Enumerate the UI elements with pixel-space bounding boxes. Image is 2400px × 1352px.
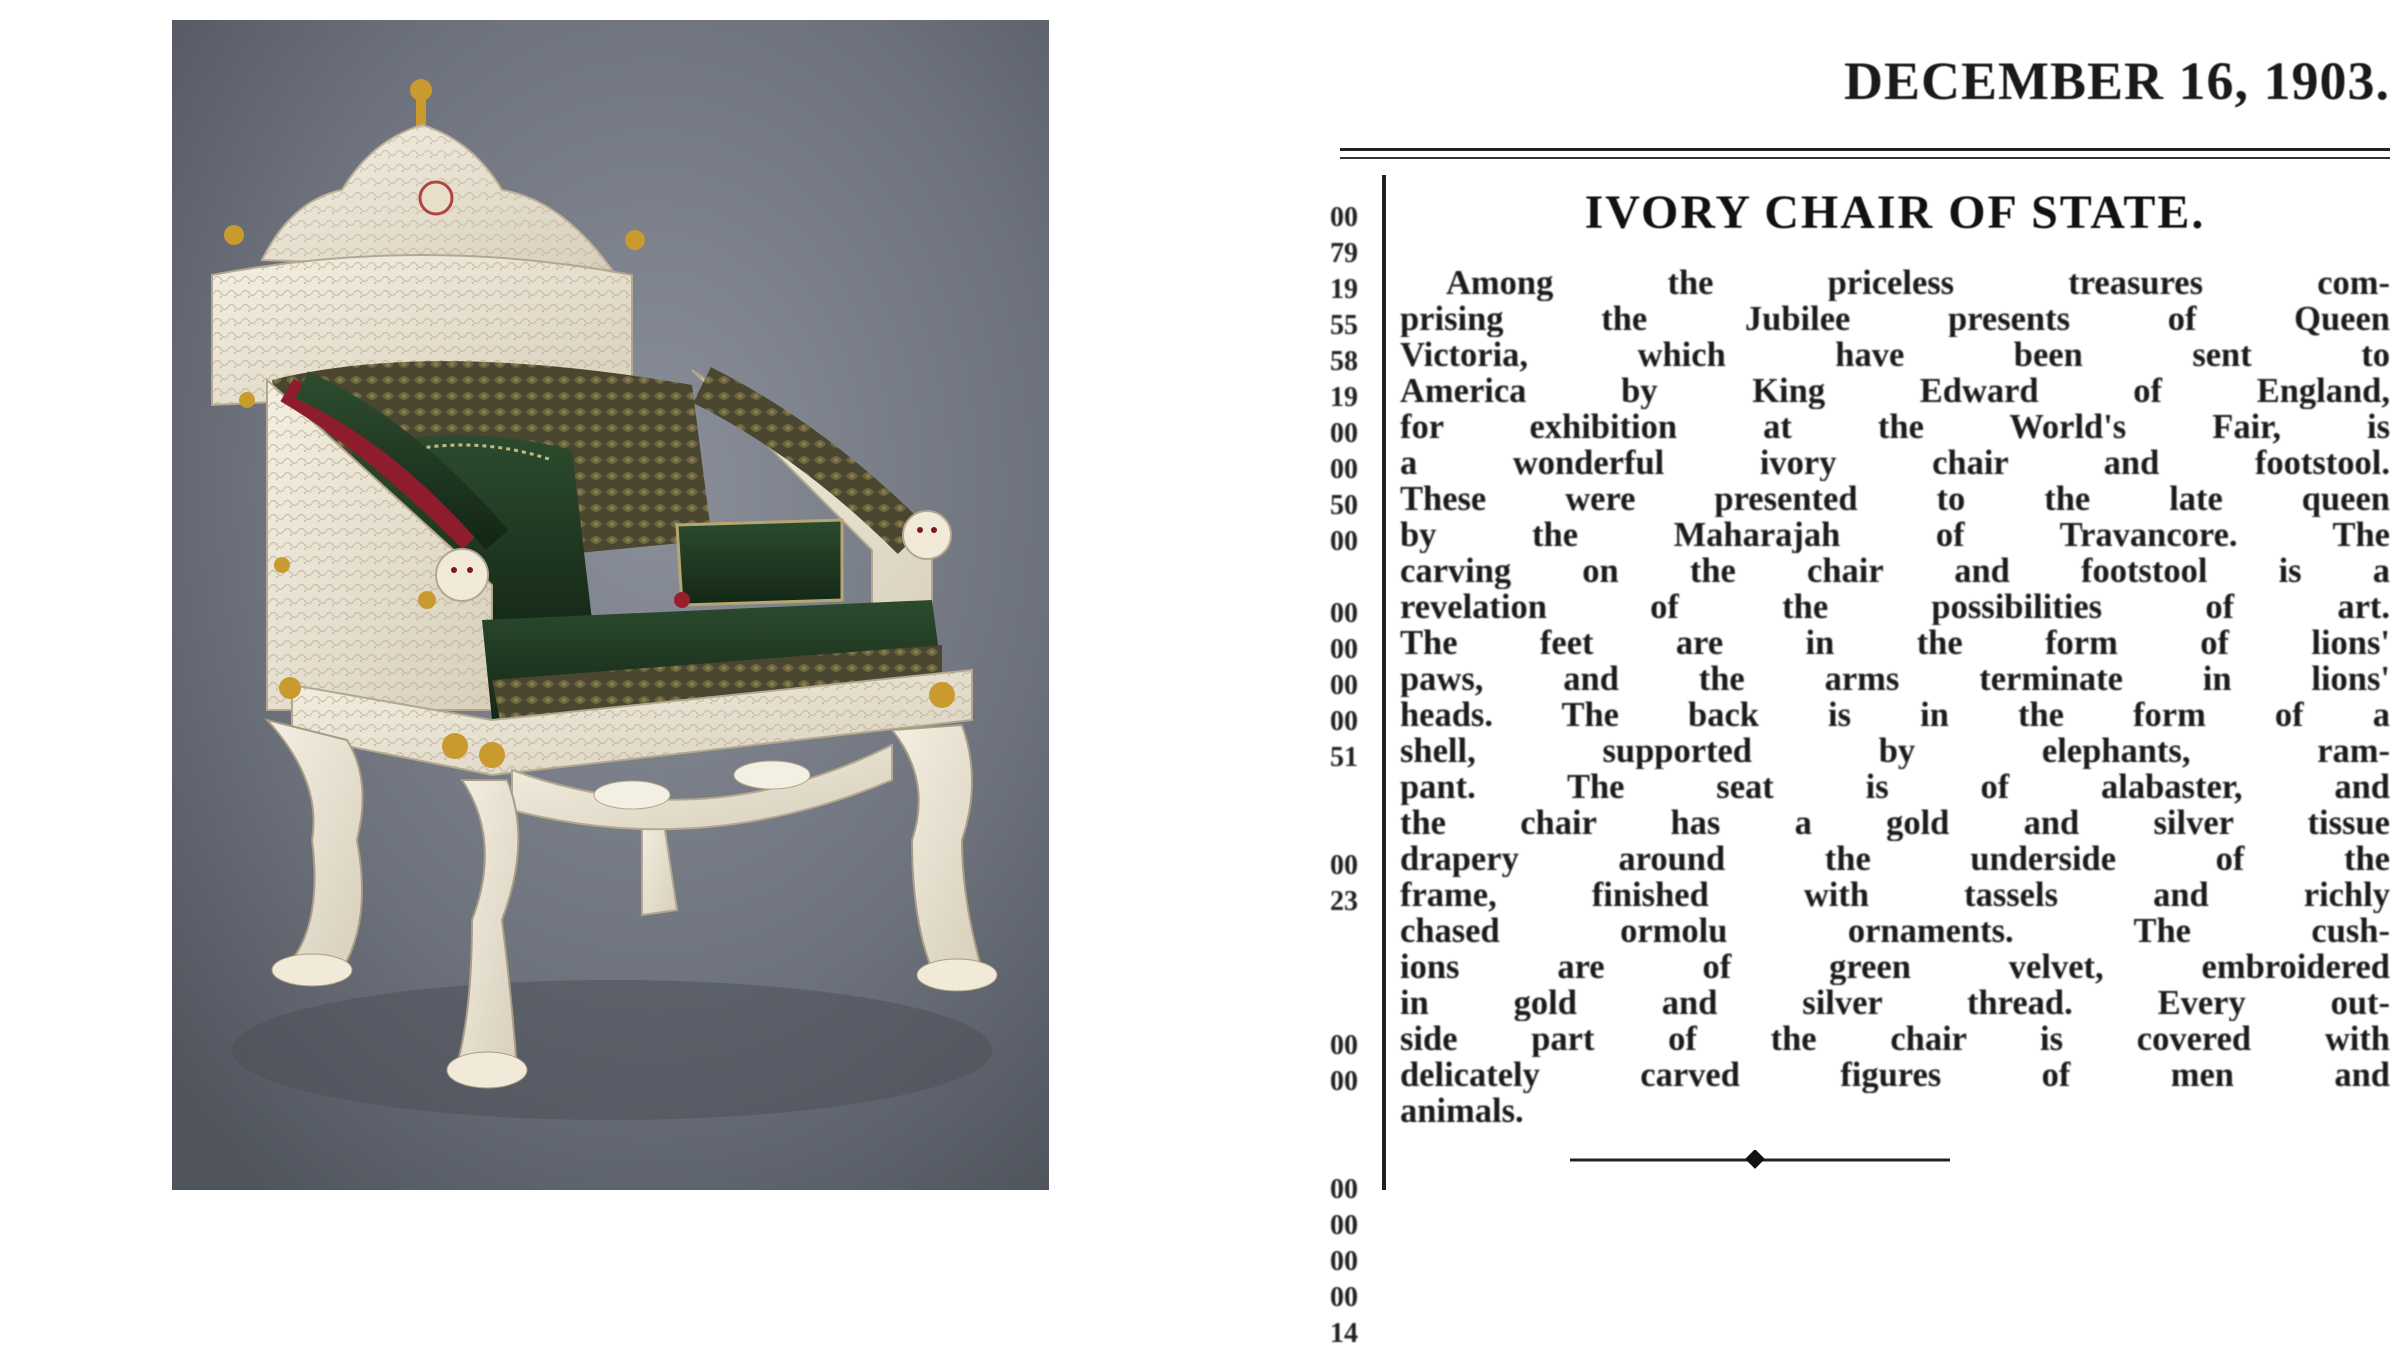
- margin-number: [1330, 1100, 1372, 1136]
- margin-number: 00: [1330, 670, 1358, 701]
- article-line: chased ormolu ornaments. The cush-: [1400, 913, 2390, 949]
- article-line: prising the Jubilee presents of Queen: [1400, 301, 2390, 337]
- margin-number: 00: [1330, 1030, 1358, 1061]
- margin-number: 19: [1330, 274, 1358, 305]
- margin-number: 00: [1330, 850, 1358, 881]
- end-ornament: [1570, 1150, 1950, 1170]
- margin-number: 50: [1330, 490, 1358, 521]
- margin-number: 19: [1330, 382, 1358, 413]
- article-line: heads. The back is in the form of a: [1400, 697, 2390, 733]
- article-line: delicately carved figures of men and: [1400, 1057, 2390, 1093]
- margin-number: 00: [1330, 526, 1358, 557]
- margin-number: 14: [1330, 1318, 1358, 1349]
- article-line: drapery around the underside of the: [1400, 841, 2390, 877]
- margin-number: 00: [1330, 706, 1358, 737]
- headline: IVORY CHAIR OF STATE.: [1584, 186, 2206, 239]
- margin-number: 00: [1330, 418, 1358, 449]
- ivory-chair-image: [172, 20, 1049, 1190]
- margin-number: [1330, 1136, 1372, 1172]
- adjacent-column-numbers: [1330, 200, 1372, 1352]
- article-line: pant. The seat is of alabaster, and: [1400, 769, 2390, 805]
- dateline: DECEMBER 16, 1903.: [1843, 51, 2390, 111]
- article-line: ions are of green velvet, embroidered: [1400, 949, 2390, 985]
- margin-number: [1330, 920, 1372, 956]
- article-line: animals.: [1400, 1093, 1524, 1129]
- margin-number: 00: [1330, 202, 1358, 233]
- article-line: by the Maharajah of Travancore. The: [1400, 517, 2390, 553]
- article-line: America by King Edward of England,: [1400, 373, 2390, 409]
- article-line: in gold and silver thread. Every out-: [1400, 985, 2390, 1021]
- margin-number: 00: [1330, 1246, 1358, 1277]
- margin-number: 00: [1330, 454, 1358, 485]
- article-line: carving on the chair and footstool is a: [1400, 553, 2390, 589]
- article-line: the chair has a gold and silver tissue: [1400, 805, 2390, 841]
- margin-number: 00: [1330, 1066, 1358, 1097]
- margin-number: 00: [1330, 634, 1358, 665]
- margin-number: 00: [1330, 1174, 1358, 1205]
- margin-number: 79: [1330, 238, 1358, 269]
- article-body: [1400, 265, 2390, 1129]
- margin-number: 23: [1330, 886, 1358, 917]
- margin-number: 51: [1330, 742, 1358, 773]
- margin-number: 58: [1330, 346, 1358, 377]
- article-line: The feet are in the form of lions': [1400, 625, 2390, 661]
- article-line: side part of the chair is covered with: [1400, 1021, 2390, 1057]
- article-line: for exhibition at the World's Fair, is: [1400, 409, 2390, 445]
- article-line: These were presented to the late queen: [1400, 481, 2390, 517]
- article-line: revelation of the possibilities of art.: [1400, 589, 2390, 625]
- header-rule: [1340, 148, 2390, 159]
- article-line: shell, supported by elephants, ram-: [1400, 733, 2390, 769]
- newspaper-clipping: [1330, 20, 2390, 1349]
- article-line: Victoria, which have been sent to: [1400, 337, 2390, 373]
- margin-number: [1330, 560, 1372, 596]
- margin-number: 00: [1330, 598, 1358, 629]
- article-line: Among the priceless treasures com-: [1446, 265, 2390, 301]
- chair-photograph: [172, 20, 1049, 1190]
- margin-number: [1330, 956, 1372, 992]
- margin-number: 55: [1330, 310, 1358, 341]
- margin-number: 00: [1330, 1282, 1358, 1313]
- article-line: frame, finished with tassels and richly: [1400, 877, 2390, 913]
- margin-number: [1330, 776, 1372, 812]
- margin-number: [1330, 992, 1372, 1028]
- column-rule: [1382, 175, 1386, 1190]
- margin-number: 00: [1330, 1210, 1358, 1241]
- margin-number: [1330, 812, 1372, 848]
- article-line: paws, and the arms terminate in lions': [1400, 661, 2390, 697]
- article-line: a wonderful ivory chair and footstool.: [1400, 445, 2390, 481]
